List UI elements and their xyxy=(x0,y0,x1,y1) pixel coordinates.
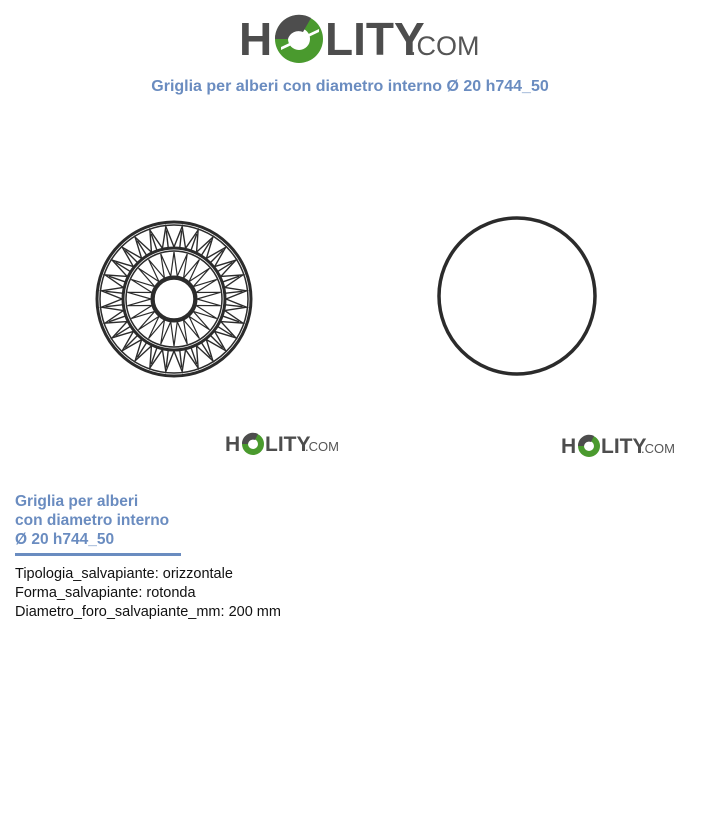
spec-item: Diametro_foro_salvapiante_mm: 200 mm xyxy=(15,604,281,620)
grate-inner-spoke xyxy=(131,305,154,318)
svg-text:.COM: .COM xyxy=(305,439,339,454)
grate-inner-spoke xyxy=(189,311,209,329)
grate-inner-spoke xyxy=(161,320,171,344)
svg-text:LITY: LITY xyxy=(601,435,647,458)
grate-inner-spoke xyxy=(161,254,171,278)
grate-inner-spoke xyxy=(171,252,178,276)
grate-inner-spoke xyxy=(189,268,209,286)
logo-o-icon xyxy=(578,435,600,457)
grate-inner-spoke xyxy=(127,292,151,299)
product-heading-line: Ø 20 h744_50 xyxy=(15,531,115,548)
grate-inner-spoke xyxy=(193,305,216,318)
product-heading xyxy=(15,492,215,549)
grate-inner-spoke xyxy=(127,299,151,306)
svg-text:H: H xyxy=(225,433,241,456)
logo-letter-h: H xyxy=(239,13,273,65)
spec-list xyxy=(15,565,281,622)
holity-logo-small-left xyxy=(225,430,341,458)
tree-grate-image xyxy=(92,217,256,381)
grate-inner-spoke xyxy=(177,320,187,344)
logo-o-icon xyxy=(242,433,264,455)
product-heading-line: Griglia per alberi xyxy=(15,493,139,510)
logo-o-icon xyxy=(275,15,323,63)
ring-outline-image xyxy=(433,214,601,382)
product-heading-line: con diametro interno xyxy=(15,512,170,529)
grate-inner-spoke xyxy=(138,311,158,329)
svg-text:H: H xyxy=(561,435,577,458)
grate-inner-spoke xyxy=(196,292,220,299)
spec-item: Tipologia_salvapiante: orizzontale xyxy=(15,566,233,582)
grate-inner-spoke xyxy=(138,268,158,286)
heading-underline xyxy=(15,553,181,556)
logo-letters-lity: LITY xyxy=(325,13,425,65)
grate-inner-spoke xyxy=(131,279,154,292)
spec-item: Forma_salvapiante: rotonda xyxy=(15,585,196,601)
page-title: Griglia per alberi con diametro interno Ø 20 h744_50 xyxy=(151,78,549,95)
holity-logo[interactable] xyxy=(239,11,484,67)
logo-suffix: .COM xyxy=(409,31,480,61)
grate-inner-spoke xyxy=(177,254,187,278)
holity-logo-small-right xyxy=(561,432,677,460)
grate-inner-spoke xyxy=(171,322,178,346)
grate-inner-spoke xyxy=(196,299,220,306)
svg-text:LITY: LITY xyxy=(265,433,311,456)
grate-inner-spoke xyxy=(193,279,216,292)
svg-text:.COM: .COM xyxy=(641,441,675,456)
